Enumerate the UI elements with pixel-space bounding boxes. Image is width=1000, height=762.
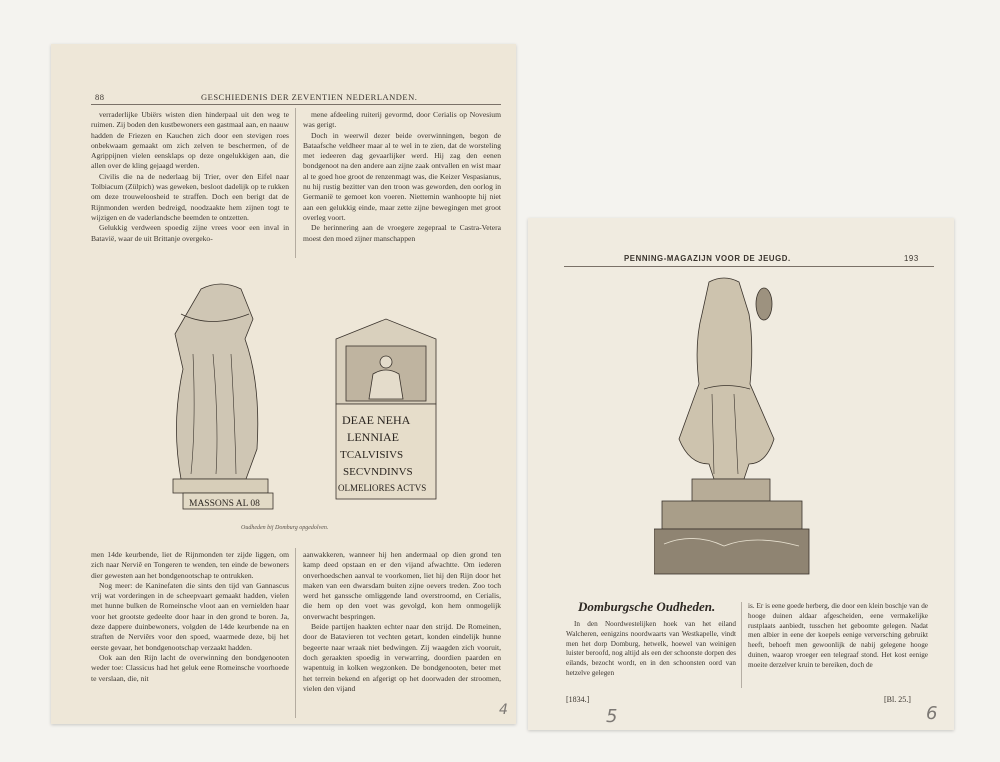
left-col1-top [91, 110, 289, 244]
handwritten-number: 4 [499, 702, 508, 718]
paragraph: men 14de keurbende, liet de Rijnmonden ter zijde liggen, om zich naar Nerviê en Tongeren te wenden, ten einde de bewoners dier gewesten aan het bondgenootschap te ontrukken. [91, 550, 289, 580]
headless-statue-figure [173, 284, 273, 509]
right-footer-right: [Bl. 25.] [884, 695, 911, 704]
handwritten-number: 5 [606, 706, 618, 727]
inscription-line: SECVNDINVS [343, 466, 413, 478]
column-divider [741, 602, 742, 688]
antiquities-engraving [141, 274, 481, 524]
inscription-line: DEAE NEHA [342, 413, 411, 427]
paragraph: is. Er is eene goede herberg, die door een klein boschje van de hooge duinen aldaar afgescheiden, eene vermakelijke rustplaats aanbiedt, tusschen het geboomte gelegen. Nadat men albier in eene der koepels eenige verversching gebruikt heeft, behoeft men gewoonlijk de nabij gelegene hooge duinen, waarop vroeger een telegraaf stond. Het kost eenige moeite derzelver kruin te bereiken, doch de [748, 602, 928, 669]
paragraph: Gelukkig verdween spoedig zijne vrees voor een inval in Batavië, waar de uit Brittanje overgeko- [91, 223, 289, 243]
statue-base-inscription: MASSONS AL 08 [189, 499, 260, 509]
paragraph: De herinnering aan de vroegere zegepraal te Castra-Vetera moest den moed zijner manschappen [303, 223, 501, 243]
left-book-page [51, 44, 516, 724]
paragraph: Civilis die na de nederlaag bij Trier, over den Eifel naar Tolbiacum (Zülpich) was geweken, besloot dadelijk op te rukken om deze trouweloosheid te straffen. Doch een berigt dat de Rijnmonden werden bedreigd, noodzaakte hem zijnen togt te wijzigen en de vaderlandsche beemden te ontzetten. [91, 171, 289, 222]
paragraph: In den Noordwestelijken hoek van het eiland Walcheren, eenigzins noordwaarts van Westkapelle, vindt men het dorp Domburg, hetwelk, hoewel van weinigen luister beroofd, nog altijd als een der schoonste dorpen des eilands, bezocht wordt, en in den schoonsten oord van hetzelve gelegen [566, 620, 736, 677]
left-running-head: GESCHIEDENIS DER ZEVENTIEN NEDERLANDEN. [201, 92, 418, 102]
inscription-line: OLMELIORES ACTVS [338, 483, 427, 493]
paragraph: Nog meer: de Kaninefaten die sints den tijd van Gannascus vrij wat vorderingen in de scheepvaart gemaakt hadden, vielen met hunne bulken de Romeinsche vloot aan en vernielden haar voor het grootste gedeelte door haar in den grond te boren. Ja, deze dappere duinbewoners, volgden de 14de keurbende na en straften de Nerviêrs voor den spoed, waarmede deze, bij het eerste gevaar, het bondgenootschap verzaakt hadden. [91, 580, 289, 652]
right-running-head: PENNING-MAGAZIJN VOOR DE JEUGD. [624, 254, 791, 263]
statue-engraving [654, 274, 814, 584]
left-col2-top [303, 110, 501, 244]
right-col2 [748, 602, 928, 671]
paragraph: Ook aan den Rijn lacht de overwinning den bondgenooten weder toe: Classicus had het geluk eene Romeinsche voorhoede te verslaan, die, nit [91, 652, 289, 683]
handwritten-number: 6 [926, 703, 938, 724]
column-divider [295, 108, 296, 258]
paragraph: Beide partijen haakten echter naar den strijd. De Romeinen, door de Batavieren tot vechten getart, konden eindelijk hunne begeerte naar wraak niet bedwingen. Zij waagden zich vooruit, doch geraakten spoedig in verwarring, doordien paarden en wapentuig in kolken wegzonken. De bondgenooten, beter met het terrein bekend en afgerigt op het doorwaden der stroomen, vielen den vijand [303, 622, 501, 693]
statue-pedestal [654, 479, 809, 574]
statue-figure [679, 278, 774, 479]
inscription-line: LENNIAE [347, 430, 399, 444]
right-book-page [528, 218, 954, 730]
illustration-caption: Oudheden bij Domburg opgedolven. [241, 525, 329, 531]
header-rule [564, 266, 934, 267]
paragraph: aanwakkeren, wanneer hij hen andermaal op dien grond ten kamp deed opstaan en er den vijand afwachtte. Om iederen onverhoedschen aanval te voorkomen, liet hij den Rijn door het maken van een dwarsdam buiten zijne oevers treden. Zoo toch werd het ganssche omliggende land overstroomd, en Cerialis, die hem op den voet was gevolgd, kon hem onmogelijk onverwacht bespringen. [303, 550, 501, 621]
left-col1-bottom [91, 550, 289, 684]
right-page-number: 193 [904, 254, 919, 263]
left-col2-bottom [303, 550, 501, 694]
inscription-line: TCALVISIVS [340, 449, 404, 461]
header-rule [91, 104, 501, 105]
article-title: Domburgsche Oudheden. [578, 599, 716, 614]
right-col1 [566, 620, 736, 679]
paragraph: Doch in weerwil dezer beide overwinningen, begon de Bataafsche veldheer maar al te wel in te zien, dat de worsteling met iedeeren dag gevaarlijker werd. Hij zag den eenen bondgenoot na den andere aan zijne zaak ontvallen en wist maar al te goed hoe groot de renzenmagt was, die Keizer Vespasianus, nu hij rustig bezitter van den troon was geworden, den oorlog in Germanië te gemoet kon voeren. Niettemin wanhoopte hij niet aan een gelukkig einde, maar zette zijne bewegingen met groot overleg voort. [303, 130, 501, 222]
right-footer-left: [1834.] [566, 695, 590, 704]
left-page-number: 88 [95, 92, 105, 102]
column-divider [295, 548, 296, 718]
paragraph: verraderlijke Ubiërs wisten dien hinderpaal uit den weg te ruimen. Zij boden den kustbewoners een gastmaal aan, en naauw hadden de Friezen en Kauchen zich door een stevigen roes onbekwaam gemaakt om zich zelven te beschermen, of de Agrippijnen vielen eensklaps op deze ongelukkigen aan, die allen over de kling gejaagd werden. [91, 110, 289, 171]
paragraph: mene afdeeling ruiterij gevormd, door Cerialis op Novesium was gerigt. [303, 110, 501, 130]
